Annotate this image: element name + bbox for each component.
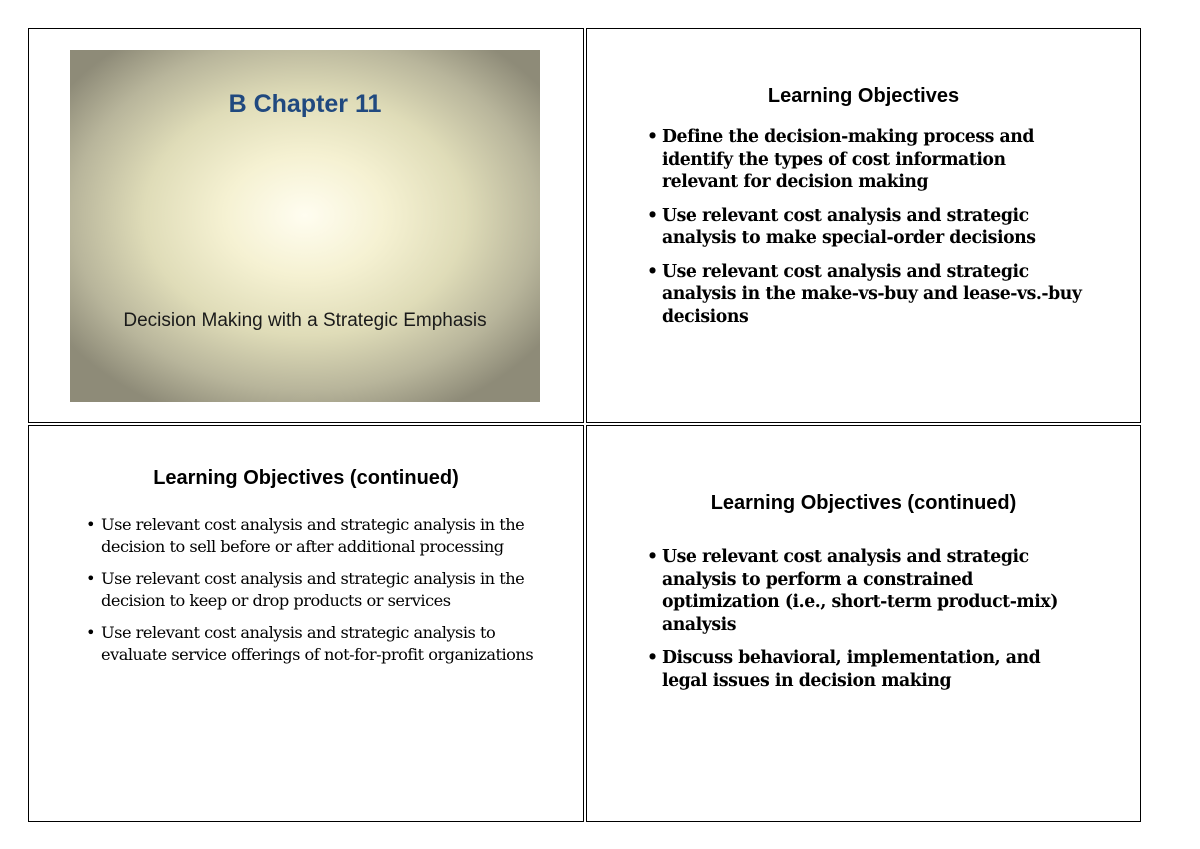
list-item bbox=[86, 514, 546, 558]
title-slide-background bbox=[70, 50, 540, 402]
bullet-icon: • bbox=[647, 205, 658, 226]
bullet-text: Define the decision-making process and identify the types of cost information relevant for decision making bbox=[662, 127, 1034, 192]
slide-title bbox=[28, 28, 584, 423]
list-item bbox=[86, 622, 546, 666]
list-item bbox=[647, 126, 1087, 194]
bullet-icon: • bbox=[647, 648, 658, 668]
bullet-text: Use relevant cost analysis and strategic analysis in the decision to keep or drop products or services bbox=[101, 569, 525, 610]
slide-heading: Learning Objectives (continued) bbox=[710, 492, 1017, 514]
bullet-icon: • bbox=[647, 261, 658, 282]
slide-heading: Learning Objectives bbox=[767, 85, 960, 107]
slide-learning-objectives bbox=[586, 28, 1141, 423]
bullet-icon: • bbox=[86, 515, 96, 534]
bullet-text: Use relevant cost analysis and strategic analysis to perform a constrained optimization (i.e., short-term product-mix) analysis bbox=[662, 547, 1058, 635]
list-item bbox=[86, 568, 546, 612]
list-item bbox=[647, 647, 1087, 692]
bullet-text: Discuss behavioral, implementation, and legal issues in decision making bbox=[662, 648, 1041, 691]
bullet-text: Use relevant cost analysis and strategic analysis in the decision to sell before or after additional processing bbox=[101, 515, 525, 556]
bullet-list bbox=[647, 126, 1087, 339]
list-item bbox=[647, 261, 1087, 329]
slide-heading: Learning Objectives (continued) bbox=[153, 467, 459, 489]
bullet-icon: • bbox=[86, 569, 96, 588]
bullet-text: Use relevant cost analysis and strategic analysis in the make-vs-buy and lease-vs.-buy decisions bbox=[662, 261, 1082, 327]
bullet-text: Use relevant cost analysis and strategic analysis to make special-order decisions bbox=[662, 205, 1036, 248]
bullet-icon: • bbox=[647, 547, 658, 567]
chapter-subtitle: Decision Making with a Strategic Emphasis bbox=[123, 310, 487, 331]
bullet-icon: • bbox=[86, 623, 96, 642]
bullet-list bbox=[647, 546, 1087, 703]
bullet-text: Use relevant cost analysis and strategic analysis to evaluate service offerings of not-for-profit organizations bbox=[101, 623, 534, 664]
list-item bbox=[647, 205, 1087, 250]
bullet-list bbox=[86, 514, 546, 676]
list-item bbox=[647, 546, 1087, 636]
slide-learning-objectives-continued-1 bbox=[28, 425, 584, 822]
chapter-title: B Chapter 11 bbox=[228, 90, 382, 118]
slide-learning-objectives-continued-2 bbox=[586, 425, 1141, 822]
bullet-icon: • bbox=[647, 127, 658, 147]
